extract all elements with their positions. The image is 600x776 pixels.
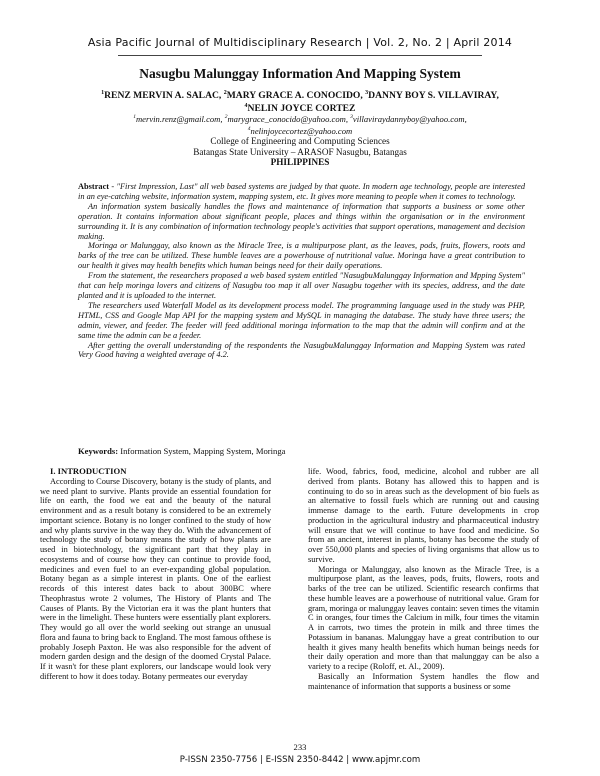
email-2: marygrace_conocido@yahoo.com, <box>227 113 351 124</box>
header-rule <box>118 55 482 56</box>
left-column <box>40 467 271 682</box>
keywords-text: Information System, Mapping System, Moringa <box>118 446 286 456</box>
author-1: RENZ MERVIN A. SALAC, <box>104 90 224 102</box>
journal-header: Asia Pacific Journal of Multidisciplinary Research | Vol. 2, No. 2 | April 2014 <box>87 36 513 49</box>
affiliation-university: Batangas State University – ARASOF Nasugbu, Batangas <box>193 146 407 157</box>
email-3-number: 3 <box>350 114 353 120</box>
intro-left-paragraph: According to Course Discovery, botany is the study of plants, and we need plant to survive. Plants provide an essential foundation for life on earth, the food we eat and the beauty of the natural environment and as a result botany is considered to be an extremely important science. Botany is no longer confined to the study of how and why plants survive in the way they do. With the advancement of technology the study of botany means the study of how plants are used in biotechnology, the significant part that they play in ecosystems and of course how they can continue to provide food, medicines and even fuel to an ever-expanding global population. Botany began as a simple interest in plants. One of the earliest records of this interest dates back to about 300BC where Theophrastus wrote 2 volumes, The History of Plants and The Causes of Plants. By the Victorian era it was the plant hunters that were in the limelight. These hunters were essentially plant explorers. They would go all over the world seeking out strange an unusual flora and fauna to bring back to England. The most famous ofthese is probably Joseph Paxton. He was also responsible for the advent of modern garden design and the design of the doomed Crystal Palace. If it wasn't for these plant explorers, our landscape would look very different to how it does today. Botany permeates our everyday <box>40 476 271 681</box>
author-2: MARY GRACE A. CONOCIDO, <box>226 90 366 102</box>
affiliation-college: College of Engineering and Computing Sciences <box>210 136 390 146</box>
right-column <box>308 467 539 691</box>
email-2-number: 2 <box>224 114 228 120</box>
author-2-number: 2 <box>223 90 227 96</box>
paper-title: Nasugbu Malunggay Information And Mapping System <box>139 66 461 81</box>
intro-right-paragraph-2: Moringa or Malunggay, also known as the Miracle Tree, is a multipurpose plant, as the leaves, pods, fruits, flowers, roots and barks of the tree can be utilized. Scientific research confirms that these humble leaves are a powerhouse of nutritional value. Gram for gram, moringa or malunggay leaves contain: seven times the vitamin C in oranges, four times the Calcium in milk, four times the vitamin A in carrots, two times the protein in milk and three times the Potassium in bananas. Malunggay have a great contribution to our health it gives many health benefits which human beings needs for their daily operation and more than that malunggay can be also a variety to a recipe (Roloff, et. Al., 2009). <box>308 564 539 671</box>
section-heading-introduction: I. INTRODUCTION <box>50 466 127 476</box>
abstract-p1: - "First Impression, Last" all web based systems are judged by that quote. In modern age technology, people are interested in an eye-catching website, information system, mapping system, etc. It gives more meaning to people when it comes to technology. <box>78 182 525 201</box>
abstract-p2: An information system basically handles the flows and maintenance of information that supports a business or some other operation. It contains information about significant people, places and things within the organisation or in the environment surrounding it. It is any combination of information technology people's activities that support operations, management and decision making. <box>78 201 525 241</box>
author-1-number: 1 <box>101 90 105 96</box>
abstract <box>78 182 525 360</box>
intro-right-paragraph-3: Basically an Information System handles the flow and maintenance of information that supports a business or some <box>308 671 539 691</box>
intro-right-paragraph-1: life. Wood, fabrics, food, medicine, alcohol and rubber are all derived from plants. Botany has allowed this to happen and is continuing to do so in areas such as the development of bio fuels as an alternative to fossil fuels which are running out and causing immense damage to the earth. Future developments in crop production in the agricultural industry and pharmaceutical industry will ensure that we will continue to have food and medicine. So from an ancient, interest in plants, botany has become the study of over 550,000 plants and species of living organisms that allow us to survive. <box>308 467 539 564</box>
author-list <box>60 88 540 114</box>
abstract-p6: After getting the overall understanding of the respondents the NasugbuMalunggay Information and Mapping System was rated Very Good having a weighted average of 4.2. <box>78 340 525 360</box>
email-4-number: 4 <box>247 126 251 133</box>
author-3: DANNY BOY S. VILLAVIRAY, <box>368 90 499 102</box>
email-4: nelinjoycecortez@yahoo.com <box>250 126 353 137</box>
keywords-label: Keywords: <box>78 446 119 456</box>
email-1: mervin.renz@gmail.com, <box>135 113 225 124</box>
abstract-p4: From the statement, the researchers proposed a web based system entitled "NasugbuMalunggay Information and Mpping System" that can help moringa lovers and citizens of Nasugbu too map it all over Nasugbu together with its species, address, and the date planted and it is uploaded to the internet. <box>78 271 525 300</box>
email-3: villaviraydannyboy@yahoo.com, <box>352 113 467 124</box>
abstract-p3: Moringa or Malunggay, also known as the Miracle Tree, is a multipurpose plant, as the leaves, pods, fruits, flowers, roots and barks of the tree can be utilized. These humble leaves are a powerhouse of nutritional value. Moringa have a great contribution to our health it gives may health benefits which human beings need for their daily operations. <box>78 241 525 271</box>
affiliation <box>60 136 540 168</box>
affiliation-country: PHILIPPINES <box>270 157 330 168</box>
abstract-label: Abstract <box>78 182 110 191</box>
author-4-number: 4 <box>244 103 248 110</box>
author-3-number: 3 <box>365 90 369 96</box>
author-4: NELIN JOYCE CORTEZ <box>247 103 356 115</box>
keywords <box>78 446 525 456</box>
email-1-number: 1 <box>133 114 136 120</box>
abstract-p5: The researchers used Waterfall Model as its development process model. The programming language used in the study was PHP, HTML, CSS and Google Map API for the mapping system and MySQL in managing the database. The study have three users; the admin, viewer, and feeder. The feeder will feed additional moringa information to the map that the admin will confirm and at the same time the admin can be a feeder. <box>78 300 525 340</box>
page-number: 233 <box>293 742 307 752</box>
issn-footer: P-ISSN 2350-7756 | E-ISSN 2350-8442 | www.apjmr.com <box>179 755 421 765</box>
abstract-paragraph <box>78 182 525 202</box>
author-emails <box>60 112 540 137</box>
